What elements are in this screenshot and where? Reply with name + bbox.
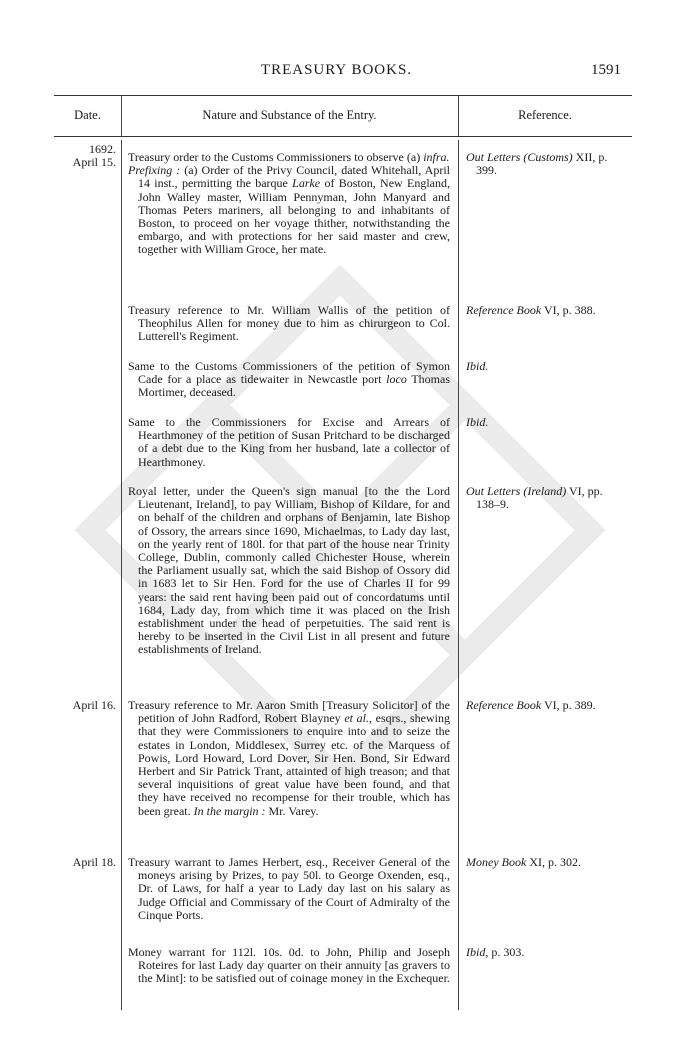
reference-text: , p. 303. [485, 945, 525, 959]
entry-reference [466, 151, 626, 177]
entry-body [128, 416, 450, 469]
entry-reference [466, 304, 626, 317]
entry-text: Treasury warrant to James Herbert, esq., Receiver General of the moneys arising by Prizes, to pay 50l. to George Oxenden, esq., Dr. of Laws, for half a year to Lady day last on his salary as Judge Official and Commissary of the Court of Admiralty of the Cinque Ports. [128, 855, 450, 922]
entry-body [128, 946, 450, 986]
entry-text: of Boston, New England, John Walley master, William Pennyman, John Manyard and Thomas Peters mariners, all belonging to and inhabitants of Boston, to proceed on her voyage thither, notwithstanding the embargo, and with protections for her said master and crew, together with William Groce, her mate. [138, 176, 450, 257]
entry-text: Treasury reference to Mr. Aaron Smith [Treasury Solicitor] of the petition of John Radford, Robert Blayney [128, 698, 450, 726]
entry-date [54, 143, 116, 169]
reference-italic: Money Book [466, 855, 527, 869]
entry-reference [466, 485, 626, 511]
column-divider [121, 140, 122, 1010]
entry-reference [466, 360, 626, 373]
entry-text: Mr. Varey. [265, 803, 319, 818]
column-header-reference: Reference. [518, 108, 572, 122]
reference-text: VI, pp. 138–9. [476, 484, 603, 512]
column-divider [458, 140, 459, 1010]
entry-text-italic: In the margin : [193, 803, 266, 818]
entry-text: Treasury reference to Mr. William Wallis of the petition of Theophilus Allen for money due to him as chirurgeon to Col. Lutterell's Regiment. [128, 303, 450, 344]
entry-day: April 15. [72, 155, 116, 169]
entry-body [128, 699, 450, 818]
reference-italic: Reference Book [466, 698, 542, 712]
entry-text: , esqrs., shewing that they were Commissioners to enquire into and to seize the estates in London, Middlesex, Surrey etc. of the Marquess of Powis, Lord Howard, Lord Dover, Sir Hen. Bond, Sir Edward Herbert and Sir Patrick Trant, attainted of high treason; and that several inquisitions of great value have been found, and that they have received no recompense for their trouble, which has been great. [138, 711, 450, 818]
reference-italic: Out Letters (Customs) [466, 150, 573, 164]
reference-text: VI, p. 388. [541, 303, 596, 317]
entry-date: April 18. [72, 855, 116, 869]
entry-text: Same to the Commissioners for Excise and Arrears of Hearthmoney of the petition of Susan Pritchard to be discharged of a debt due to the King from her husband, late a collector of Hearthmoney. [128, 415, 450, 469]
entry-body [128, 856, 450, 922]
entry-text: Thomas Mortimer, deceased. [138, 372, 450, 400]
entry-text: Royal letter, under the Queen's sign manual [to the the Lord Lieutenant, Ireland], to pay William, Bishop of Kildare, for and on behalf of the children and orphans of Benjamin, late Bishop of Ossory, the arrears since 1690, Michaelmas, to Lady day last, on the yearly rent of 180l. for that part of the house near Trinity College, Dublin, commonly called Chichester House, wherein the Parliament usually sat, which the said Bishop of Ossory did in 1683 let to Sir Hen. Ford for the use of Charles II for 99 years: the said rent having been paid out of concordatums until 1684, Lady day, from which time it was placed on the Irish establishment under the head of perpetuities. The said rent is hereby to be inserted in the Civil List in all present and future establishments of Ireland. [128, 484, 450, 657]
entry-text: Money warrant for 112l. 10s. 0d. to John, Philip and Joseph Roteires for last Lady day quarter on their annuity [as gravers to the Mint]: to be satisfied out of coinage money in the Exchequer. [128, 945, 450, 986]
reference-italic: Out Letters (Ireland) [466, 484, 567, 498]
entry-body [128, 151, 450, 257]
entry-text-italic: loco [386, 372, 407, 387]
page-title: TREASURY BOOKS. [260, 62, 413, 78]
reference-text: VI, p. 389. [541, 698, 596, 712]
entry-reference [466, 416, 626, 429]
reference-text: XI, p. 302. [526, 855, 581, 869]
entry-text-italic: et al. [344, 711, 369, 726]
entry-year: 1692. [89, 142, 116, 156]
entry-text-italic: Larke [292, 176, 321, 191]
entry-date: April 16. [72, 698, 116, 712]
reference-italic: Reference Book [466, 303, 542, 317]
entry-text-italic: infra. [423, 150, 450, 164]
entry-reference [466, 699, 626, 712]
reference-italic: Ibid [466, 945, 486, 959]
entry-body [128, 485, 450, 657]
reference-text: XII, p. 399. [476, 150, 608, 178]
entry-body [128, 360, 450, 400]
running-head [0, 62, 673, 82]
entry-reference [466, 856, 626, 869]
entry-text-italic: Prefixing : [128, 163, 181, 178]
reference-italic: Ibid. [466, 359, 489, 373]
column-header-date: Date. [74, 108, 101, 122]
entry-text: (a) Order of the Privy Council, dated Whitehall, April 14 inst., permitting the barque [138, 163, 450, 191]
entry-text: Same to the Customs Commissioners of the petition of Symon Cade for a place as tidewaiter in Newcastle port [128, 359, 450, 387]
reference-italic: Ibid. [466, 415, 489, 429]
page-number: 1591 [591, 62, 621, 78]
header-rule-top [54, 95, 632, 96]
entry-text: Treasury order to the Customs Commissioners to observe (a) [128, 150, 424, 164]
column-header-nature: Nature and Substance of the Entry. [202, 108, 377, 122]
entry-body [128, 304, 450, 344]
header-rule-bottom [54, 136, 632, 137]
entry-reference [466, 946, 626, 959]
